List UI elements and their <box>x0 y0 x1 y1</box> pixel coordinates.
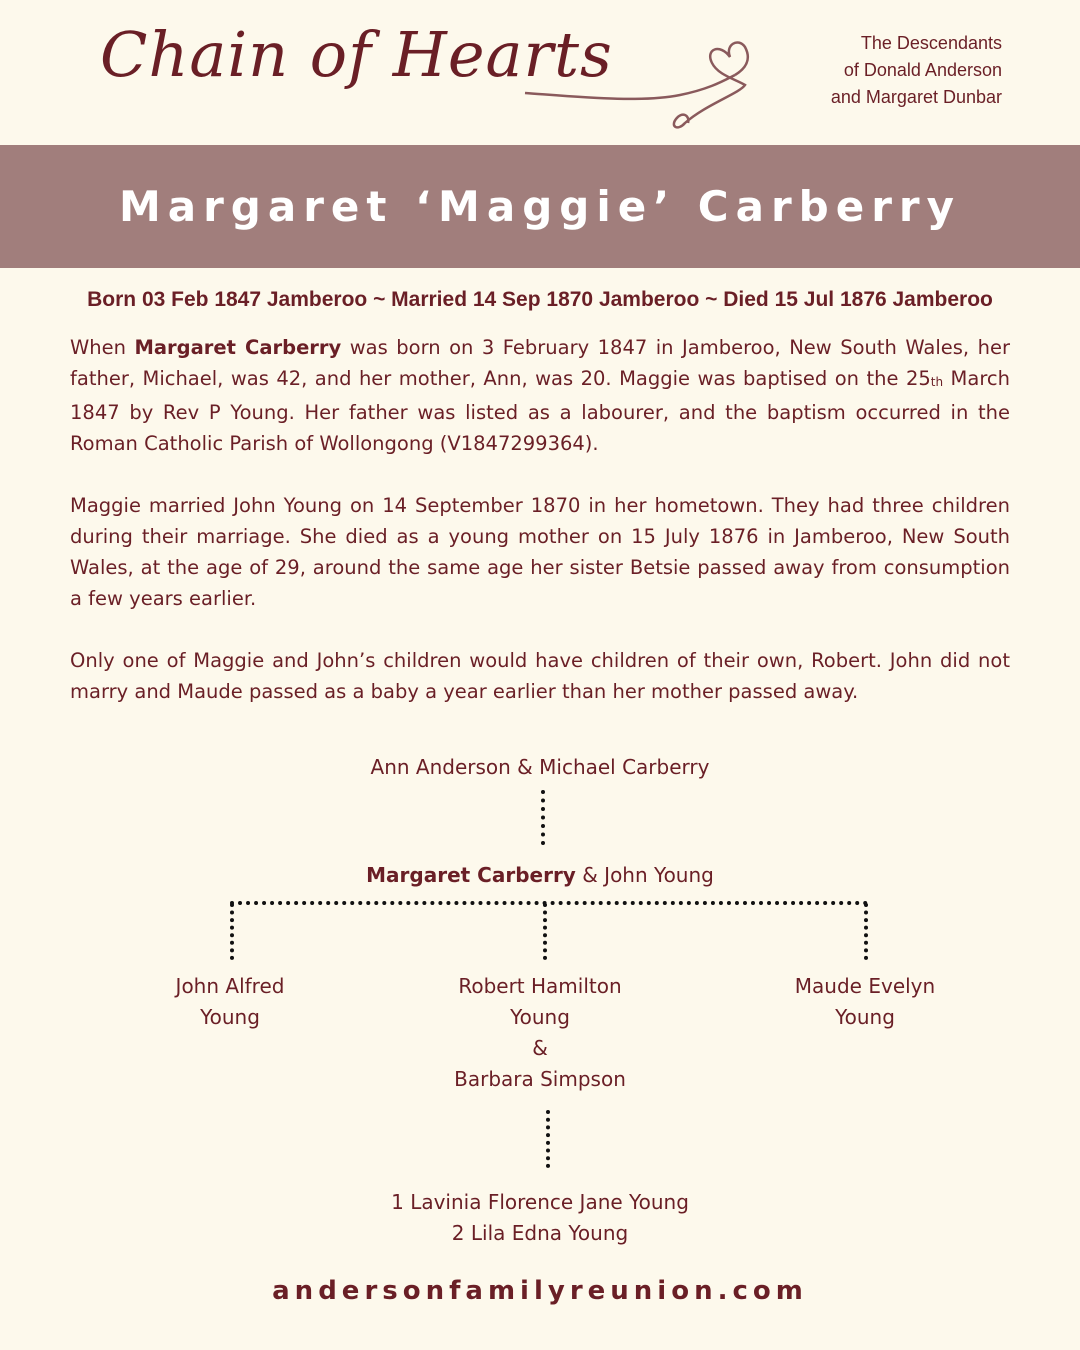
tree-subject-name: Margaret Carberry <box>366 863 576 887</box>
grandchild-line: 2 Lila Edna Young <box>451 1221 629 1245</box>
child-line: Maude Evelyn <box>794 974 936 998</box>
child-line: Young <box>510 1005 570 1029</box>
subtitle-line: of Donald Anderson <box>843 60 1002 80</box>
child-line: Robert Hamilton <box>458 974 622 998</box>
tree-connector <box>864 903 868 960</box>
child-line: Young <box>200 1005 260 1029</box>
bio-paragraph-3: Only one of Maggie and John’s children would have children of their own, Robert. John did not marry and Maude passed as a baby a year earlier than her mother passed away. <box>70 649 1010 703</box>
child-line: & <box>532 1036 548 1060</box>
bio-paragraph-2: Maggie married John Young on 14 September 1870 in her hometown. They had three children during their marriage. She died as a young mother on 15 July 1876 in Jamberoo, New South Wales, at the age of 29, around the same age her sister Betsie passed away from consumption a few years earlier. <box>70 494 1010 610</box>
biography <box>70 332 1010 738</box>
tree-connector <box>541 790 545 845</box>
life-dates: Born 03 Feb 1847 Jamberoo ~ Married 14 Sep 1870 Jamberoo ~ Died 15 Jul 1876 Jamberoo <box>87 288 993 311</box>
tree-connector <box>230 903 234 960</box>
child-line: Young <box>835 1005 895 1029</box>
tree-connector <box>230 901 868 905</box>
tree-child-1 <box>110 971 350 1033</box>
subtitle <box>831 30 1002 111</box>
child-line: John Alfred <box>175 974 285 998</box>
subtitle-line: and Margaret Dunbar <box>830 87 1002 107</box>
subject-name: Margaret Carberry <box>134 336 342 359</box>
logo: Chain of Hearts <box>100 18 613 91</box>
tree-child-2 <box>400 971 680 1095</box>
bio-paragraph-1 <box>70 332 1010 459</box>
tree-connector <box>543 903 547 960</box>
grandchild-line: 1 Lavinia Florence Jane Young <box>391 1190 689 1214</box>
title-banner <box>0 145 1080 268</box>
page-title: Margaret ‘Maggie’ Carberry <box>118 182 962 231</box>
bio-text: When <box>70 336 135 359</box>
heart-icon <box>520 35 770 135</box>
tree-parents: Ann Anderson & Michael Carberry <box>370 755 710 779</box>
subtitle-line: The Descendants <box>860 33 1002 53</box>
bio-text: March 1847 by Rev P Young. Her father was listed as a labourer, and the baptism occurred in the Roman Catholic Parish of Wollongong (V1847299364). <box>70 367 1010 455</box>
child-line: Barbara Simpson <box>454 1067 626 1091</box>
tree-child-3 <box>740 971 990 1033</box>
footer-url: andersonfamilyreunion.com <box>272 1276 808 1306</box>
tree-spouse: & John Young <box>575 863 714 887</box>
tree-connector <box>546 1110 550 1168</box>
header <box>0 0 1080 145</box>
tree-grandchildren <box>290 1187 790 1249</box>
bio-text: was born on 3 February 1847 in Jamberoo, New South Wales, her father, Michael, was 42, and her mother, Ann, was 20. Maggie was baptised on the 25 <box>70 336 1010 390</box>
tree-couple <box>290 860 790 891</box>
ordinal-suffix: th <box>930 375 944 389</box>
